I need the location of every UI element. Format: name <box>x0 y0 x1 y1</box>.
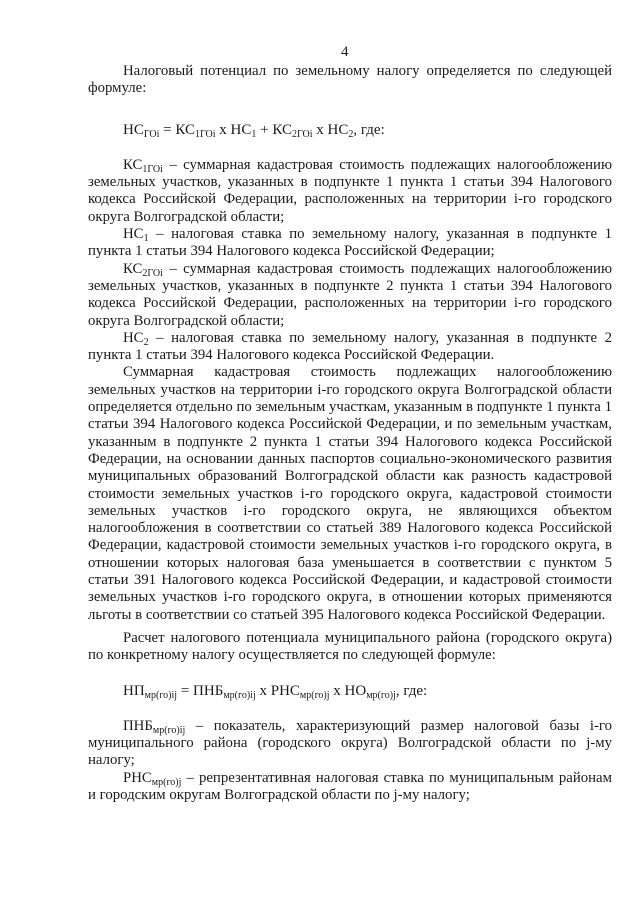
definition-ks2: $КС_{2ГОi}$ – суммарная кадастровая стоимость подлежащих налогообложению земельных участков, указанных в подпункте 2 пункта 1 статьи 394 Налогового кодекса Российской Федерации, расположенных на территории i-го городского округа Волгоградской области; <box>88 260 612 329</box>
intro-paragraph: Налоговый потенциал по земельному налогу определяется по следующей формуле: <box>88 63 612 97</box>
document-body <box>88 63 612 804</box>
definition-ks1: $КС_{1ГОi}$ – суммарная кадастровая стоимость подлежащих налогообложению земельных участков, указанных в подпункте 1 пункта 1 статьи 394 Налогового кодекса Российской Федерации, расположенных на территории i-го городского округа Волгоградской области; <box>88 156 612 225</box>
formula-land-tax: $НС_{ГОi} = КС_{1ГОi}$ х $НС_1 + КС_{2ГОi}$ х $НС_2$, где: <box>123 121 385 140</box>
formula-tax-potential: $НП_{мр(го)ij} = ПНБ_{мр(го)ij}$ х $РНС_{мр(го)j}$ х $НО_{мр(го)j}$, где: <box>123 682 428 701</box>
definition-ns2: $НС_2$ – налоговая ставка по земельному налогу, указанная в подпункте 2 пункта 1 статьи 394 Налогового кодекса Российской Федерации. <box>88 329 612 364</box>
page-number: 4 <box>341 44 349 60</box>
definition-ns1: $НС_1$ – налоговая ставка по земельному налогу, указанная в подпункте 1 пункта 1 статьи 394 Налогового кодекса Российской Федерации; <box>88 226 612 260</box>
calculation-paragraph: Расчет налогового потенциала муниципального района (городского округа) по конкретному налогу осуществляется по следующей формуле: <box>88 629 612 664</box>
definition-pnb: $ПНБ_{мр(го)ij}$ – показатель, характеризующий размер налоговой базы i-го муниципального района (городского округа) Волгоградской области по j-му налогу; <box>88 717 612 769</box>
cadastral-sum-paragraph: Суммарная кадастровая стоимость подлежащих налогообложению земельных участков на территории i-го городского округа Волгоградской области определяется отдельно по земельным участкам, указанным в подпункте 1 пункта 1 статьи 394 Налогового кодекса Российской Федерации, и по земельным участкам, указанным в подпункте 2 пункта 1 статьи 394 Налогового кодекса Российской Федерации, на основании данных паспортов социально-экономического развития муниципальных образований Волгоградской области как разность кадастровой стоимости земельных участков i-го городского округа, кадастровой стоимости земельных участков i-го городского округа, не являющихся объектом налогообложения в соответствии со статьей 389 Налогового кодекса Российской Федерации, кадастровой стоимости земельных участков i-го городского округа, в отношении которых налоговая база уменьшается в соответствии с пунктом 5 статьи 391 Налогового кодекса Российской Федерации, и кадастровой стоимости земельных участков i-го городского округа, в отношении которых применяются льготы в соответствии со статьей 395 Налогового кодекса Российской Федерации. <box>88 364 612 623</box>
definition-rns: $РНС_{мр(го)j}$ – репрезентативная налоговая ставка по муниципальным районам и городским округам Волгоградской области по j-му налогу; <box>88 769 612 803</box>
